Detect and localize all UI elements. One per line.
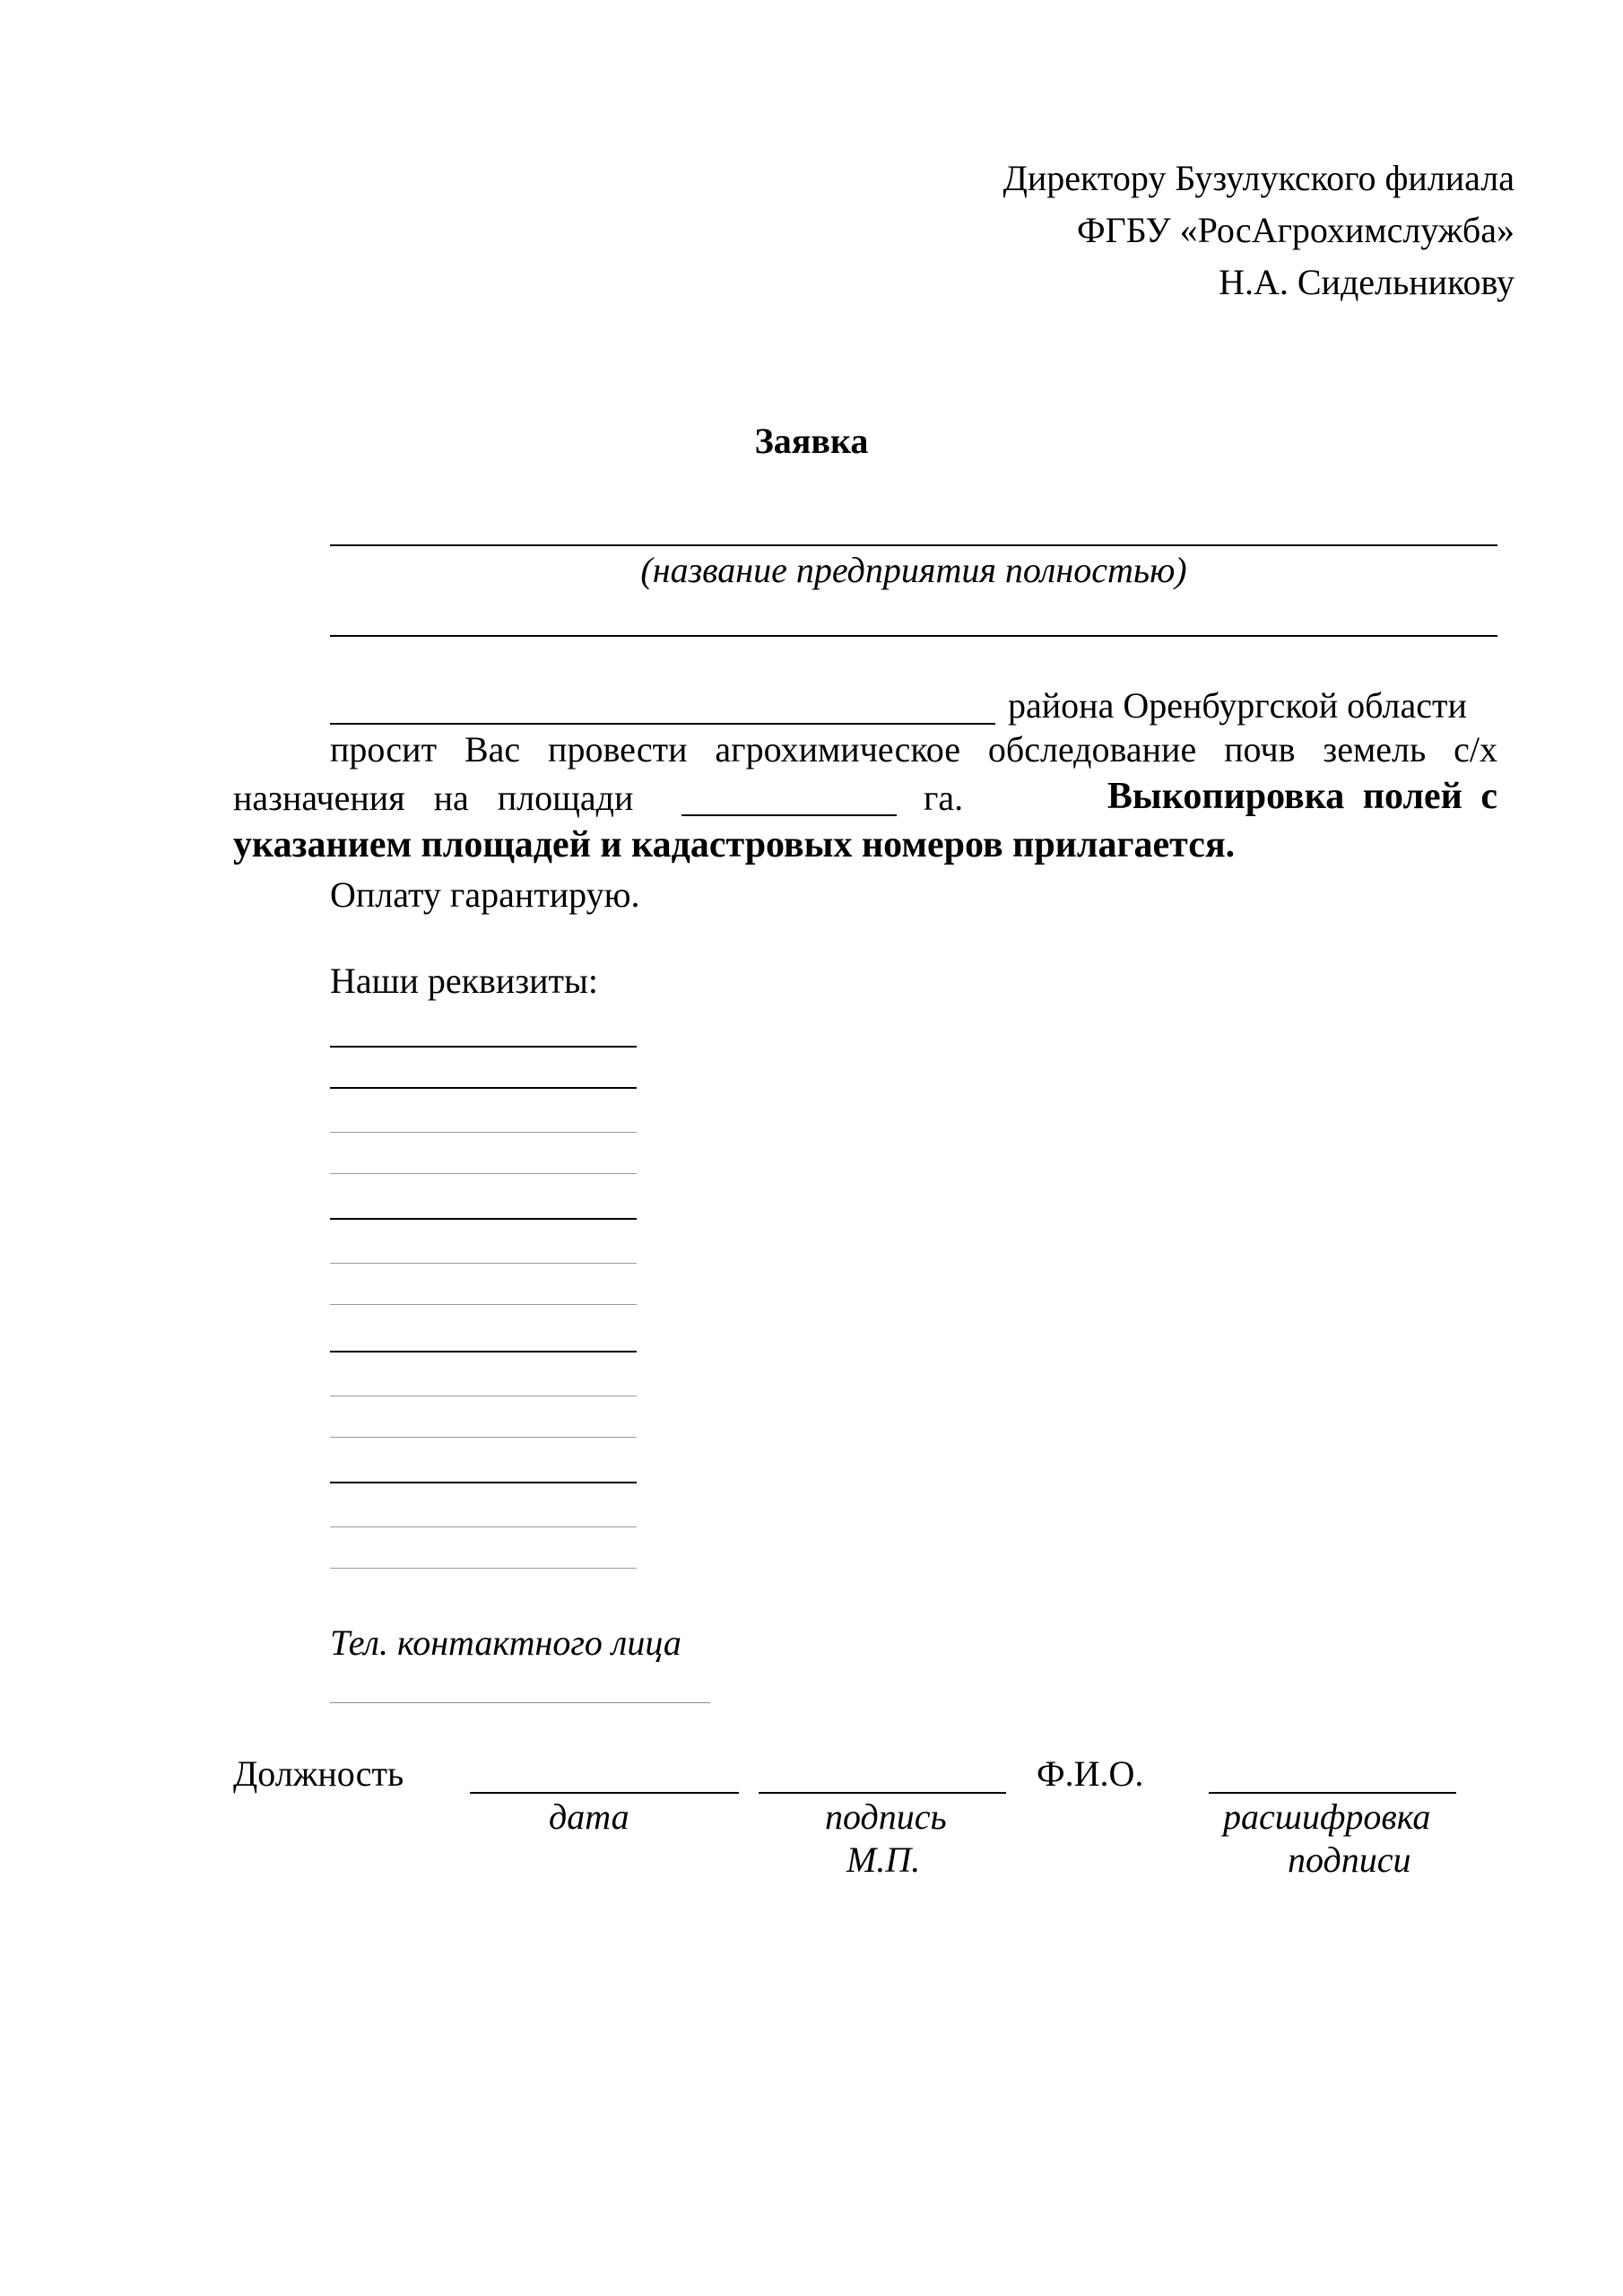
requisites-field-line[interactable] [330, 1173, 637, 1174]
decoding-caption-line-1: расшифровка [1223, 1796, 1431, 1837]
region-suffix: района Оренбургской области [1008, 685, 1467, 726]
addressee-line-2: ФГБУ «РосАгрохимслужба» [1076, 210, 1515, 250]
requisites-field-line[interactable] [330, 1568, 637, 1569]
request-text-area-prefix: назначения на площади [233, 778, 634, 818]
stamp-caption: М.П. [846, 1839, 921, 1880]
attachment-note-part-1: Выкопировка полей с [1107, 776, 1497, 817]
signature-decoding-field-line[interactable] [1209, 1792, 1456, 1794]
requisites-field-line[interactable] [330, 1437, 637, 1438]
decoding-caption-line-2: подписи [1288, 1839, 1411, 1880]
addressee-line-1: Директору Бузулукского филиала [1002, 158, 1515, 198]
requisites-field-line[interactable] [330, 1304, 637, 1305]
requisites-field-line[interactable] [330, 1046, 637, 1048]
signature-caption: подпись [825, 1796, 947, 1837]
addressee-block [1003, 152, 1515, 309]
company-name-field-line-2[interactable] [330, 635, 1497, 637]
contact-phone-field-line[interactable] [330, 1702, 710, 1703]
date-caption: дата [549, 1796, 629, 1837]
requisites-field-line[interactable] [330, 1087, 637, 1089]
requisites-field-line[interactable] [330, 1218, 637, 1220]
date-field-line[interactable] [470, 1792, 739, 1794]
contact-phone-label: Тел. контактного лица [330, 1622, 681, 1663]
position-label: Должность [233, 1753, 404, 1794]
requisites-field-line[interactable] [330, 1482, 637, 1483]
request-line-1 [330, 728, 1497, 771]
requisites-field-line[interactable] [330, 1132, 637, 1133]
area-unit: га. [924, 778, 964, 818]
addressee-line-3: Н.А. Сидельникову [1219, 262, 1515, 302]
requisites-field-line[interactable] [330, 1263, 637, 1264]
area-field-line[interactable] [681, 814, 897, 816]
requisites-field-line[interactable] [330, 1351, 637, 1352]
company-name-field-line-1[interactable] [330, 544, 1497, 546]
district-field-line[interactable] [330, 723, 995, 725]
company-name-hint: (название предприятия полностью) [640, 550, 1187, 590]
request-text-line-1: просит Вас провести агрохимическое обследование почв земель с/х [330, 729, 1497, 770]
payment-guarantee: Оплату гарантирую. [330, 874, 640, 915]
attachment-note-part-2: указанием площадей и кадастровых номеров прилагается. [233, 824, 1236, 865]
document-title: Заявка [754, 421, 869, 461]
requisites-label: Наши реквизиты: [330, 961, 599, 1001]
requisites-field-line[interactable] [330, 1526, 637, 1527]
fio-label: Ф.И.О. [1037, 1753, 1144, 1794]
signature-field-line[interactable] [759, 1792, 1006, 1794]
